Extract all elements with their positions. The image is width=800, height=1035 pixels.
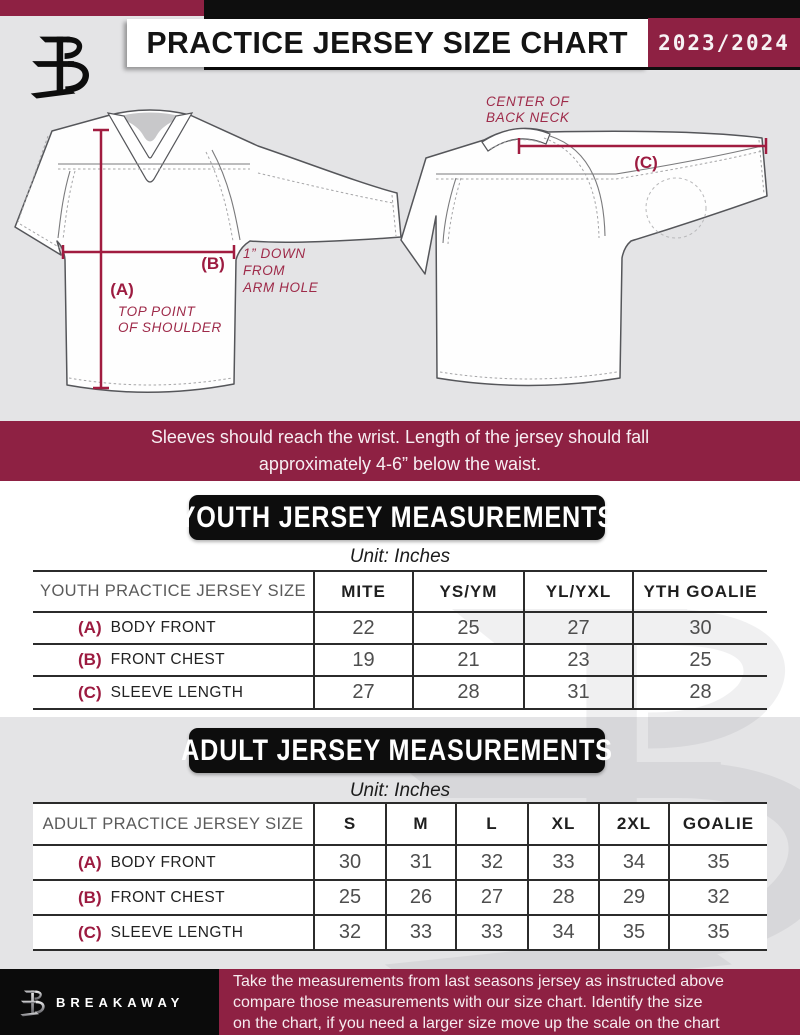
youth-row-label <box>33 611 313 643</box>
note-a-line1: TOP POINT <box>118 304 196 319</box>
adult-cell: 32 <box>668 879 767 914</box>
youth-cell: 28 <box>412 675 523 708</box>
note-a-line2: OF SHOULDER <box>118 320 222 335</box>
row-name: SLEEVE LENGTH <box>110 683 244 701</box>
adult-table-label-header: ADULT PRACTICE JERSEY SIZE <box>42 814 304 833</box>
youth-cell: 30 <box>632 611 767 643</box>
adult-cell: 25 <box>313 879 385 914</box>
adult-heading-text: ADULT JERSEY MEASUREMENTS <box>181 733 613 767</box>
youth-col-header: YL/YXL <box>523 572 632 611</box>
row-key: (A) <box>78 852 102 872</box>
adult-cell: 35 <box>668 844 767 879</box>
footer-note-line3: on the chart, if you need a larger size move up the scale on the chart <box>233 1014 720 1032</box>
page-title-box <box>127 19 648 67</box>
youth-cell: 31 <box>523 675 632 708</box>
youth-cell: 25 <box>412 611 523 643</box>
row-key: (C) <box>78 922 102 942</box>
adult-row-label <box>33 844 313 879</box>
footer-note-line2: compare those measurements with our size chart. Identify the size <box>233 993 703 1011</box>
note-c-line1: CENTER OF <box>486 94 570 109</box>
jersey-front-diagram <box>0 88 405 420</box>
youth-cell: 27 <box>523 611 632 643</box>
adult-cell: 32 <box>313 914 385 949</box>
youth-size-table <box>33 570 767 710</box>
youth-row-label <box>33 643 313 675</box>
adult-row-label <box>33 914 313 949</box>
fit-note-band <box>0 421 800 481</box>
adult-cell: 31 <box>385 844 455 879</box>
adult-cell: 33 <box>527 844 598 879</box>
adult-col-header: M <box>385 804 455 844</box>
youth-cell: 22 <box>313 611 412 643</box>
youth-col-header: YTH GOALIE <box>632 572 767 611</box>
adult-section-heading <box>181 728 613 773</box>
note-b-line2: FROM <box>243 263 286 278</box>
adult-cell: 30 <box>313 844 385 879</box>
youth-cell: 21 <box>412 643 523 675</box>
header-maroon-strip <box>0 0 204 16</box>
youth-cell: 19 <box>313 643 412 675</box>
row-key: (B) <box>78 887 102 907</box>
breakaway-footer-logo-icon <box>18 987 48 1017</box>
youth-cell: 23 <box>523 643 632 675</box>
jersey-back-outline <box>401 128 767 385</box>
note-b-line1: 1” DOWN <box>243 246 306 261</box>
youth-unit-label: Unit: Inches <box>349 546 451 567</box>
row-name: SLEEVE LENGTH <box>110 923 244 941</box>
note-c-line2: BACK NECK <box>486 110 570 125</box>
youth-heading-text: YOUTH JERSEY MEASUREMENTS <box>178 500 616 534</box>
adult-cell: 34 <box>527 914 598 949</box>
adult-col-header: GOALIE <box>668 804 767 844</box>
youth-section-heading <box>178 495 616 540</box>
youth-row-label <box>33 675 313 708</box>
adult-cell: 27 <box>455 879 527 914</box>
youth-cell: 25 <box>632 643 767 675</box>
row-name: FRONT CHEST <box>110 888 225 906</box>
season-badge <box>648 18 800 67</box>
adult-col-header: L <box>455 804 527 844</box>
row-name: FRONT CHEST <box>110 651 225 668</box>
note-b-line3: ARM HOLE <box>243 280 319 295</box>
footer-brand-block <box>0 969 219 1035</box>
adult-cell: 28 <box>527 879 598 914</box>
youth-col-header: YS/YM <box>412 572 523 611</box>
row-key: (A) <box>78 618 102 637</box>
fit-note-line2: approximately 4-6” below the waist. <box>258 454 542 474</box>
adult-size-table <box>33 802 767 951</box>
adult-cell: 26 <box>385 879 455 914</box>
youth-cell: 28 <box>632 675 767 708</box>
row-name: BODY FRONT <box>110 853 216 871</box>
footer-instructions <box>219 969 800 1035</box>
adult-cell: 33 <box>455 914 527 949</box>
jersey-back-diagram <box>398 88 800 420</box>
adult-cell: 32 <box>455 844 527 879</box>
adult-cell: 35 <box>668 914 767 949</box>
label-a: (A) <box>110 280 134 299</box>
row-key: (B) <box>78 650 102 669</box>
label-c: (C) <box>634 153 658 172</box>
adult-cell: 35 <box>598 914 668 949</box>
youth-cell: 27 <box>313 675 412 708</box>
footer-note-line1: Take the measurements from last seasons jersey as instructed above <box>233 972 724 990</box>
fit-note-line1: Sleeves should reach the wrist. Length of the jersey should fall <box>150 427 650 447</box>
youth-table-label-header: YOUTH PRACTICE JERSEY SIZE <box>40 582 306 600</box>
row-key: (C) <box>78 682 102 702</box>
adult-col-header: XL <box>527 804 598 844</box>
row-name: BODY FRONT <box>110 619 216 636</box>
season-label: 2023/2024 <box>658 30 790 55</box>
adult-col-header: 2XL <box>598 804 668 844</box>
adult-cell: 33 <box>385 914 455 949</box>
footer-brand-name: BREAKAWAY <box>56 994 185 1010</box>
adult-col-header: S <box>313 804 385 844</box>
adult-cell: 34 <box>598 844 668 879</box>
label-b: (B) <box>201 254 225 273</box>
adult-cell: 29 <box>598 879 668 914</box>
adult-unit-label: Unit: Inches <box>349 780 451 801</box>
page-title: PRACTICE JERSEY SIZE CHART <box>146 25 629 60</box>
youth-col-header: MITE <box>313 572 412 611</box>
adult-row-label <box>33 879 313 914</box>
